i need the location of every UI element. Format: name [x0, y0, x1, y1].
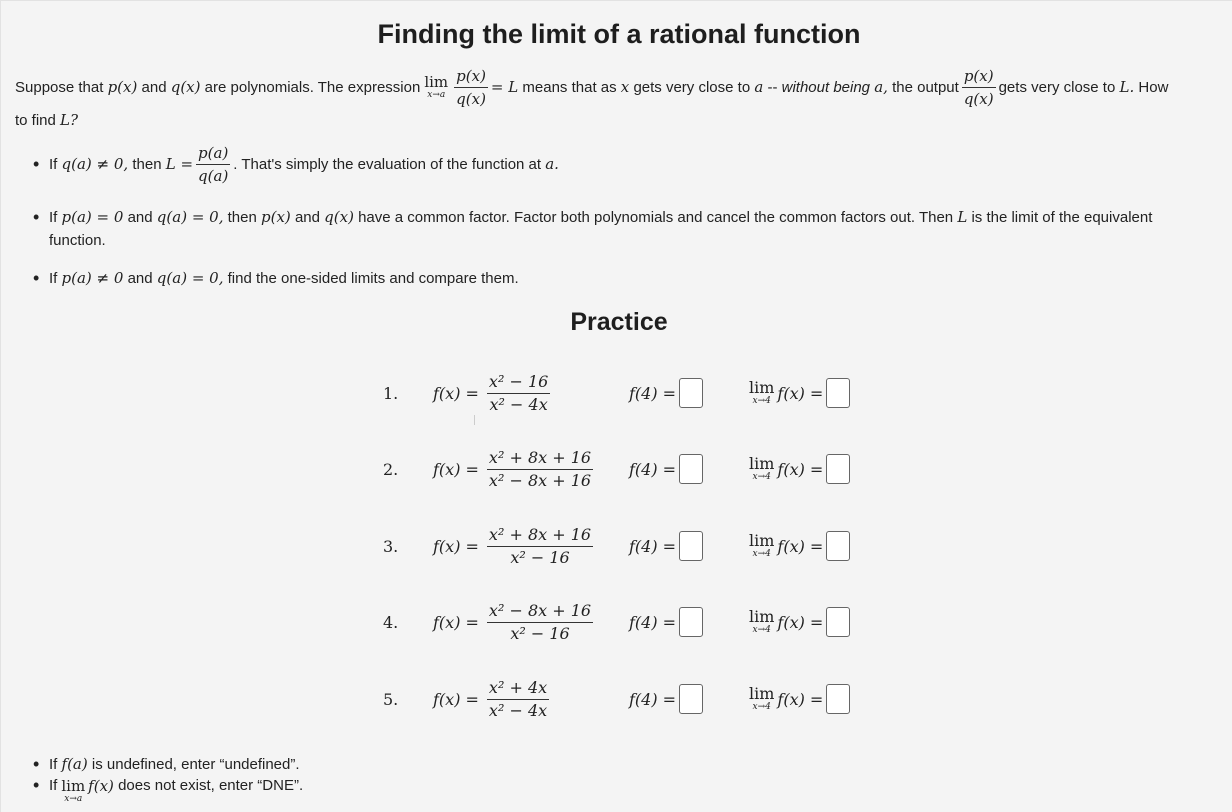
rule-item-2: • If p(a) = 0 and q(a) = 0, then p(x) and q(x) have a common factor. Factor both polynomials and cancel the common factors out. Then L is the limit of the equivalent — [31, 206, 1152, 228]
f-of-4-label: f(4) = — [629, 612, 677, 632]
f-of-4-input[interactable] — [679, 607, 703, 637]
function-definition: f(x) = $\frac{\text{x² − 16}}{\text{x² − 4x}}$ — [433, 371, 549, 414]
f-of-4-group — [629, 373, 703, 413]
note-item-2: • If lim x→a f(x) does not exist, enter “DNE”. — [31, 775, 303, 801]
denominator: x² − 8x + 16 — [488, 470, 592, 490]
limit-group — [745, 679, 850, 719]
math-a: a — [754, 78, 764, 96]
limit-input[interactable] — [826, 454, 850, 484]
limit-expression: lim x→a — [424, 73, 449, 100]
problem-row — [383, 526, 863, 566]
problem-number: 3. — [383, 537, 399, 556]
function-definition: f(x) = $\frac{\text{x² + 4x}}{\text{x² − 4x}}$ — [433, 677, 548, 720]
numerator: x² + 8x + 16 — [487, 449, 593, 470]
f-of-4-label: f(4) = — [629, 536, 677, 556]
denominator: x² − 16 — [510, 623, 570, 643]
math-x: x — [620, 78, 630, 96]
emphasis-text: without being — [781, 78, 871, 96]
problem-number: 4. — [383, 613, 399, 632]
math-eq-L: = L — [490, 78, 519, 96]
numerator: x² − 8x + 16 — [487, 602, 593, 623]
fraction-p-over-q: $\frac{p(x)}{q(x)}$ — [963, 66, 994, 108]
intro-text: the output — [892, 78, 959, 96]
rule-item-2-cont: function. — [49, 231, 106, 249]
problem-row — [383, 602, 863, 642]
limit-label: f(x) = — [777, 459, 824, 479]
intro-text: means that as — [522, 78, 617, 96]
fraction-pa-over-qa: $\frac{p(a)}{q(a)}$ — [198, 143, 229, 185]
intro-text: gets very close to — [998, 78, 1116, 96]
function-fraction — [487, 449, 593, 490]
limit-expression: lim x→4 — [749, 454, 775, 482]
f-of-4-group — [629, 602, 703, 642]
problem-row — [383, 679, 863, 719]
f-of-4-group — [629, 679, 703, 719]
function-fraction — [487, 602, 593, 643]
numerator: x² + 8x + 16 — [487, 526, 593, 547]
limit-group — [745, 526, 850, 566]
function-fraction — [487, 679, 549, 720]
intro-paragraph — [15, 63, 1225, 131]
denominator: x² − 4x — [489, 394, 548, 414]
function-fraction — [487, 526, 593, 567]
problem-number: 1. — [383, 384, 399, 403]
limit-label: f(x) = — [777, 689, 824, 709]
math-L: L? — [60, 111, 79, 129]
math-q: q(x) — [170, 78, 201, 96]
limit-group — [745, 449, 850, 489]
f-of-4-group — [629, 449, 703, 489]
limit-label: f(x) = — [777, 536, 824, 556]
problem-number: 5. — [383, 690, 399, 709]
f-of-4-label: f(4) = — [629, 383, 677, 403]
intro-text: Suppose that — [15, 78, 104, 96]
rule-item-1: • If q(a) ≠ 0, then L = $\frac{p(a)}{q(a)}$ . That's simply the evaluation of the function at a. — [31, 141, 559, 187]
problem-row — [383, 373, 863, 413]
intro-text: How — [1138, 78, 1169, 96]
function-definition: f(x) = $\frac{\text{x² + 8x + 16}}{\text{x² − 16}}$ — [433, 524, 592, 567]
intro-text: gets very close to — [633, 78, 751, 96]
intro-text: -- — [767, 78, 778, 96]
text-caret — [474, 415, 475, 425]
practice-heading: Practice — [570, 308, 668, 336]
limit-expression: lim x→4 — [749, 684, 775, 712]
notes-list — [31, 753, 304, 804]
denominator: x² − 16 — [510, 547, 570, 567]
problem-number: 2. — [383, 460, 399, 479]
limit-label: f(x) = — [777, 383, 824, 403]
function-definition: f(x) = $\frac{\text{x² + 8x + 16}}{\text{x² − 8x + 16}}$ — [433, 447, 592, 490]
function-fraction — [487, 373, 550, 414]
limit-input[interactable] — [826, 607, 850, 637]
numerator: x² − 16 — [487, 373, 550, 394]
numerator: x² + 4x — [487, 679, 549, 700]
limit-label: f(x) = — [777, 612, 824, 632]
limit-input[interactable] — [826, 378, 850, 408]
f-of-4-label: f(4) = — [629, 459, 677, 479]
limit-group — [745, 373, 850, 413]
intro-text: to find — [15, 111, 56, 129]
limit-expression: lim x→a — [61, 777, 86, 804]
f-of-4-input[interactable] — [679, 454, 703, 484]
intro-text: are polynomials. The expression — [204, 78, 421, 96]
problem-row — [383, 449, 863, 489]
rule-item-3: • If p(a) ≠ 0 and q(a) = 0, find the one-sided limits and compare them. — [31, 267, 519, 289]
limit-input[interactable] — [826, 684, 850, 714]
f-of-4-label: f(4) = — [629, 689, 677, 709]
intro-text: and — [141, 78, 167, 96]
limit-group — [745, 602, 850, 642]
denominator: x² − 4x — [488, 700, 548, 720]
rules-list — [31, 206, 1152, 252]
note-item-1: • If f(a) is undefined, enter “undefined”. — [31, 753, 303, 775]
function-definition: f(x) = $\frac{\text{x² − 8x + 16}}{\text{x² − 16}}$ — [433, 600, 592, 643]
math-p: p(x) — [107, 78, 138, 96]
limit-expression: lim x→4 — [749, 531, 775, 559]
limit-expression: lim x→4 — [749, 378, 775, 406]
math-L: L. — [1119, 78, 1135, 96]
f-of-4-input[interactable] — [679, 531, 703, 561]
f-of-4-input[interactable] — [679, 378, 703, 408]
rules-list — [31, 267, 519, 289]
fraction-p-over-q: $\frac{p(x)}{q(x)}$ — [456, 66, 486, 108]
rules-list — [31, 141, 559, 187]
limit-expression: lim x→4 — [749, 607, 775, 635]
math-a: a, — [874, 78, 888, 96]
f-of-4-input[interactable] — [679, 684, 703, 714]
page-title: Finding the limit of a rational function — [377, 19, 861, 49]
f-of-4-group — [629, 526, 703, 566]
limit-input[interactable] — [826, 531, 850, 561]
